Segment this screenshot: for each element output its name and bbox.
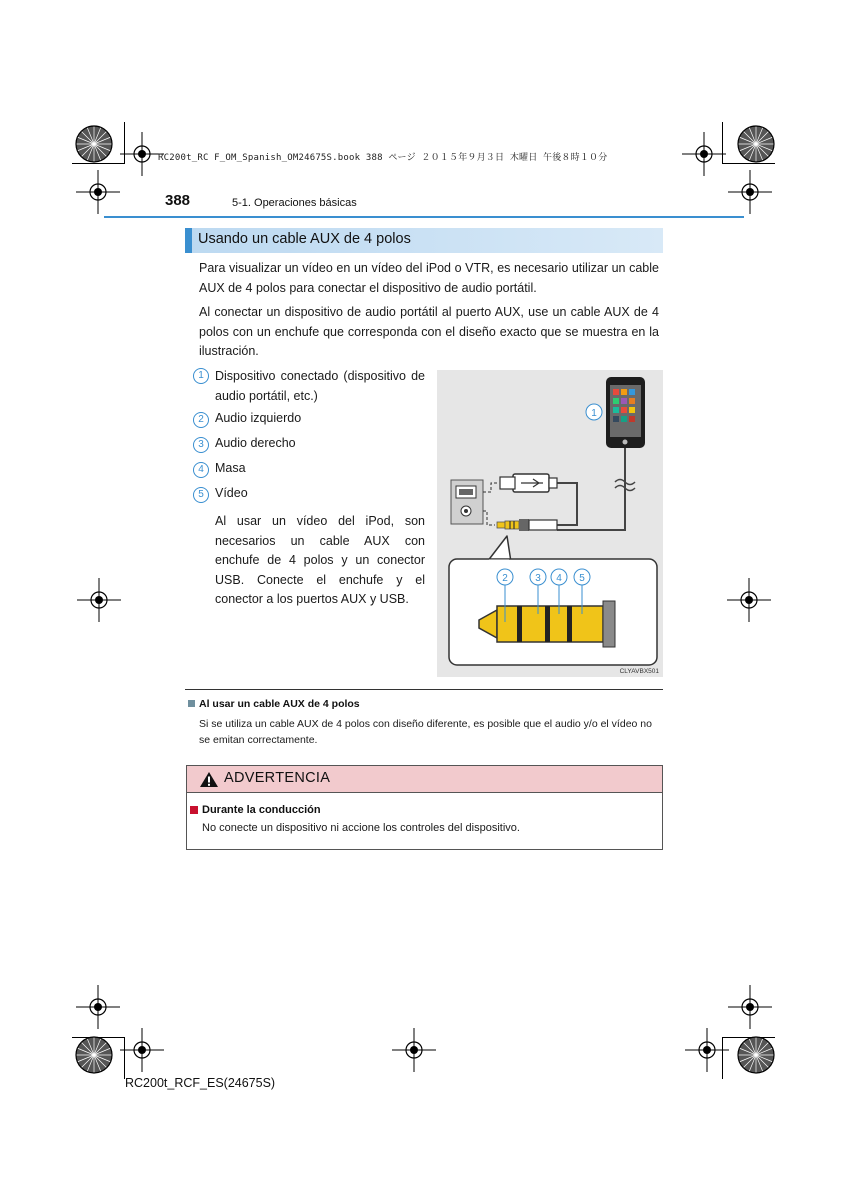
legend-label: Dispositivo conectado (dispositivo de audio portátil, etc.) (215, 369, 425, 403)
bullet-square-icon (188, 700, 195, 707)
warning-subtitle: Durante la conducción (202, 804, 321, 816)
registration-target-icon (685, 1028, 729, 1072)
number-marker: 3 (193, 437, 209, 453)
registration-target-icon (727, 578, 771, 622)
legend-item (193, 436, 425, 456)
legend-label: Vídeo (215, 486, 248, 500)
connection-illustration (437, 370, 663, 677)
aux-plug-enlarged-icon (479, 601, 615, 647)
warning-triangle-icon (199, 771, 219, 788)
illustration-marker: 2 (502, 573, 508, 584)
number-marker: 4 (193, 462, 209, 478)
page-number: 388 (165, 192, 191, 209)
header-rule (104, 216, 744, 218)
sunburst-mark-icon (736, 1035, 776, 1075)
subsection-body: Si se utiliza un cable AUX de 4 polos con diseño diferente, es posible que el audio y/o el vídeo no se emitan correctamente. (199, 718, 652, 746)
footer-code: RC200t_RCF_ES(24675S) (125, 1076, 276, 1090)
subsection-rule (185, 689, 663, 690)
illustration-marker: 5 (579, 573, 585, 584)
number-marker: 5 (193, 487, 209, 503)
number-marker: 1 (193, 368, 209, 384)
page-heading: Usando un cable AUX de 4 polos (198, 231, 411, 247)
legend-item (193, 367, 425, 407)
illustration-marker: 4 (556, 573, 562, 584)
registration-target-icon (76, 170, 120, 214)
warning-title: ADVERTENCIA (224, 770, 331, 786)
illustration-marker: 1 (591, 408, 597, 419)
connection-diagram (437, 370, 663, 677)
legend-item (193, 461, 425, 481)
legend-item (193, 411, 425, 431)
registration-target-icon (392, 1028, 436, 1072)
registration-target-icon (682, 132, 726, 176)
smartphone-icon (606, 377, 645, 448)
car-port-panel-icon (451, 480, 483, 524)
legend-label: Audio derecho (215, 436, 296, 450)
connect-paragraph: Al conectar un dispositivo de audio portátil al puerto AUX, use un cable AUX de 4 polos con un enchufe que corresponda con el diseño exacto que se muestra en la ilustración. (199, 305, 659, 358)
illustration-marker: 3 (535, 573, 541, 584)
video-note: Al usar un vídeo del iPod, son necesarios un cable AUX con enchufe de 4 polos y un conector USB. Conecte el enchufe y el conector a los puertos AUX y USB. (215, 514, 425, 606)
subsection-title: Al usar un cable AUX de 4 polos (199, 698, 360, 710)
sunburst-mark-icon (736, 124, 776, 164)
legend-label: Masa (215, 461, 246, 475)
aux-plug-icon (497, 519, 557, 531)
usb-plug-icon (500, 474, 557, 492)
sunburst-mark-icon (74, 1035, 114, 1075)
sunburst-mark-icon (74, 124, 114, 164)
intro-paragraph: Para visualizar un vídeo en un vídeo del iPod o VTR, es necesario utilizar un cable AUX de 4 polos para conectar el dispositivo de audio portátil. (199, 261, 659, 295)
registration-target-icon (120, 1028, 164, 1072)
heading-accent (185, 228, 192, 253)
legend-item (193, 486, 425, 506)
illustration-code: CLYAVBX501 (619, 668, 659, 675)
legend-label: Audio izquierdo (215, 411, 302, 425)
number-marker: 2 (193, 412, 209, 428)
registration-target-icon (728, 170, 772, 214)
section-title: 5-1. Operaciones básicas (232, 197, 357, 209)
print-info: RC200t_RC F_OM_Spanish_OM24675S.book 388 ページ ２０１５年９月３日 木曜日 午後８時１０分 (158, 153, 608, 163)
registration-target-icon (76, 985, 120, 1029)
warning-body: No conecte un dispositivo ni accione los controles del dispositivo. (202, 822, 520, 834)
registration-target-icon (77, 578, 121, 622)
warning-bullet-icon (190, 806, 198, 814)
registration-target-icon (728, 985, 772, 1029)
